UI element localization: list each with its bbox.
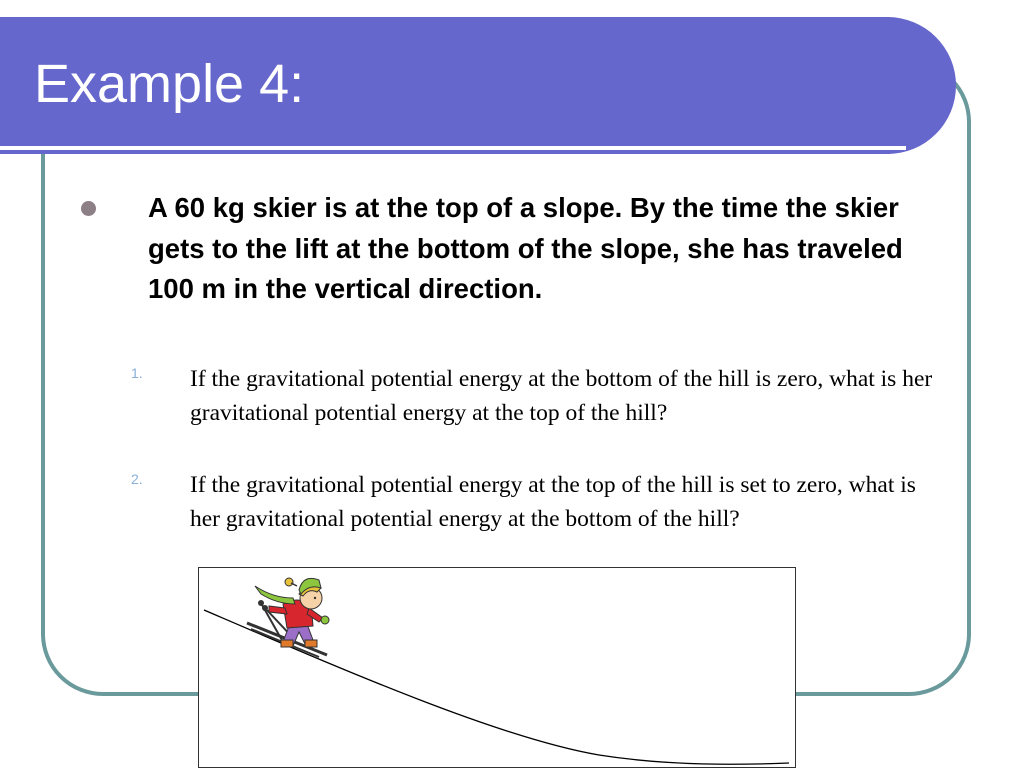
question-text-2: If the gravitational potential energy at the top of the hill is set to zero, what is her gravitational potential energy at the bottom of the hill? [190,472,916,532]
slope-diagram [198,567,796,768]
skier-icon [247,578,329,657]
problem-statement: A 60 kg skier is at the top of a slope. By the time the skier gets to the lift at the bottom of the slope, she has traveled 100 m in the vertical direction. [148,192,903,304]
slope-illustration [199,568,795,767]
question-number-2: 2. [131,471,143,487]
question-text-1: If the gravitational potential energy at the bottom of the hill is zero, what is her gravitational potential energy at the top of the hill? [190,366,933,426]
title-bar [0,17,956,154]
question-number-1: 1. [131,365,143,381]
bullet-icon [81,201,96,216]
title-underline [0,146,906,150]
slide-title: Example 4: [34,54,305,114]
